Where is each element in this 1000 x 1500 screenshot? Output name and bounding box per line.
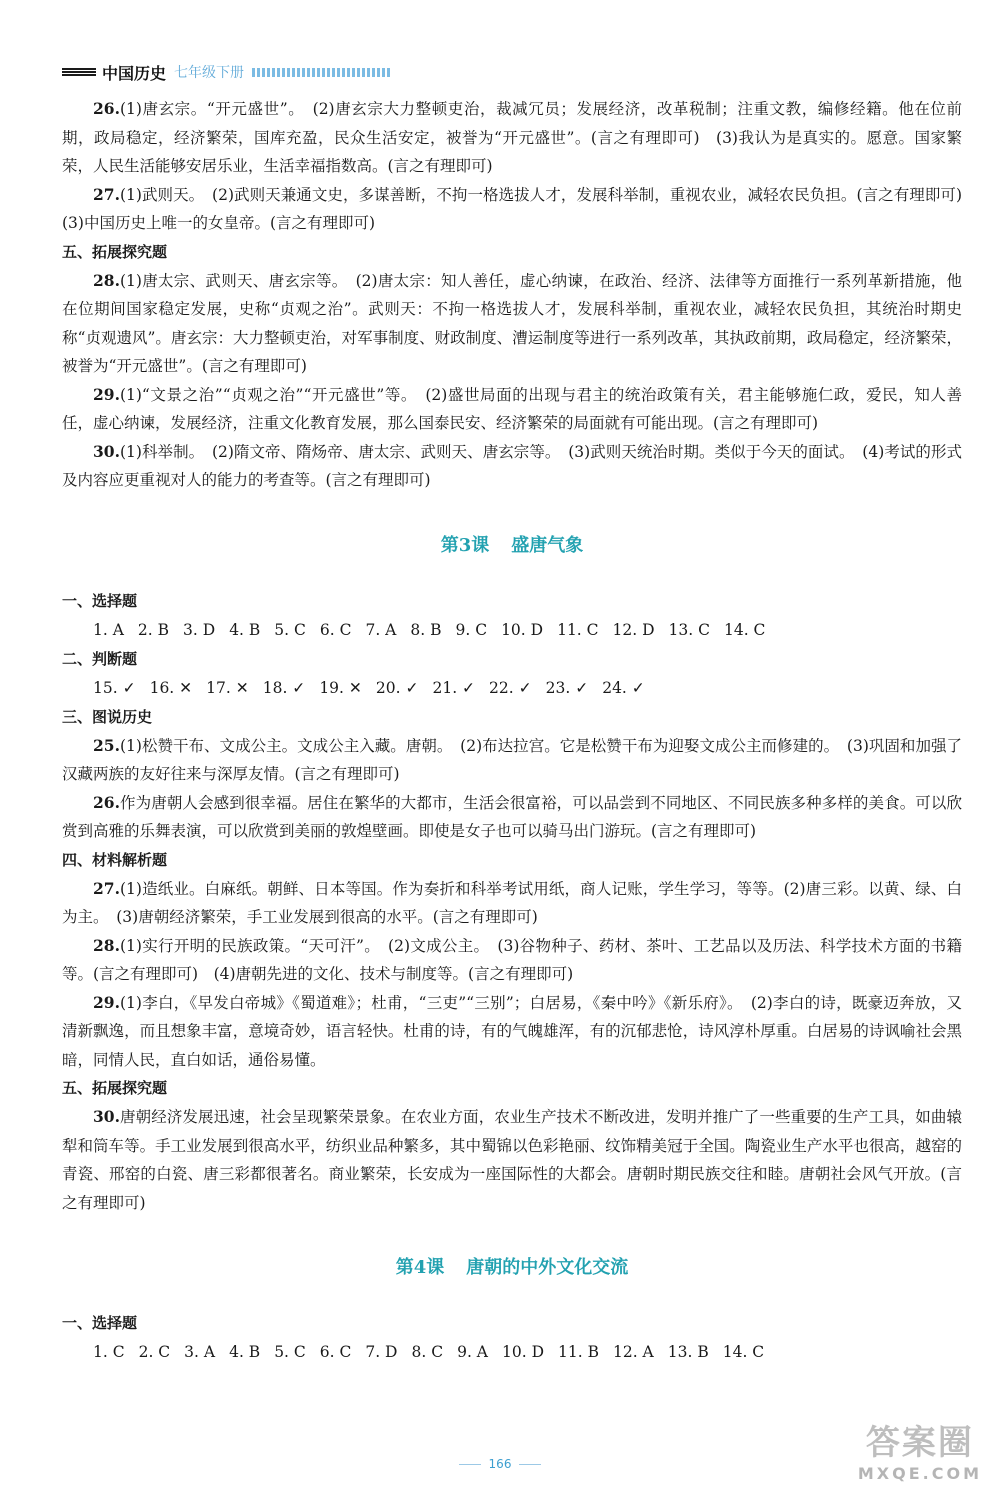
page-number: 166	[451, 1457, 550, 1471]
answer-number: 28.	[93, 935, 120, 955]
choice-answer: 12. A	[612, 1343, 654, 1361]
watermark	[858, 1415, 982, 1483]
section-heading: 一、选择题	[62, 1314, 138, 1332]
choice-answer: 14. C	[722, 1343, 765, 1361]
section-heading: 三、图说历史	[62, 707, 153, 726]
choice-answer: 8. B	[410, 620, 442, 639]
choice-answer: 4. B	[229, 1343, 261, 1361]
answer-number: 30.	[93, 1107, 120, 1126]
choice-answer: 9. A	[457, 1343, 488, 1361]
answer-number: 26.	[93, 792, 120, 812]
answer-number: 26.	[93, 99, 120, 118]
choice-answer: 1. C	[93, 1343, 125, 1361]
answer-text: 唐朝经济发展迅速，社会呈现繁荣景象。在农业方面，农业生产技术不断改进，发明并推广了一些重要的生产工具，如曲辕犁和筒车等。手工业发展到很高水平，纺织业品种繁多，其中蜀锦以色彩艳丽、纹饰精美冠于全国。陶瓷业生产水平也很高，越窑的青瓷、邢窑的白瓷、唐三彩都很著名。商业繁荣，长安成为一座国际性的大都会。唐朝时期民族交往和睦。唐朝社会风气开放。(言之有理即可)	[62, 1108, 962, 1212]
section-heading: 二、判断题	[62, 649, 138, 668]
answer-paragraph	[62, 1103, 962, 1217]
answer-paragraph	[62, 381, 962, 438]
choice-answer: 6. C	[319, 620, 352, 639]
header-bar-icon	[62, 68, 96, 77]
answer-paragraph	[62, 181, 978, 238]
answer-paragraph	[62, 789, 962, 846]
judge-answer: 17. ✕	[206, 678, 249, 697]
choice-answer: 7. A	[365, 620, 397, 639]
watermark-url: MXQE.COM	[857, 1464, 982, 1483]
choice-answer: 7. D	[365, 1343, 398, 1361]
answer-text: (1)实行开明的民族政策。“天可汗”。 (2)文成公主。 (3)谷物种子、药材、茶叶、工艺品以及历法、科学技术方面的书籍等。(言之有理即可) (4)唐朝先进的文化、技术与制度等。(言之有理即可)	[62, 936, 962, 983]
choice-answer: 13. C	[668, 620, 710, 639]
choice-answer: 11. C	[557, 620, 599, 639]
answer-number: 25.	[93, 735, 120, 755]
answer-number: 29.	[93, 384, 120, 404]
choice-answer: 5. C	[274, 620, 306, 639]
lesson-number: 第3课	[440, 534, 490, 556]
answer-text: (1)唐太宗、武则天、唐玄宗等。 (2)唐太宗：知人善任，虚心纳谏，在政治、经济、法律等方面推行一系列革新措施，他在位期间国家稳定发展，史称“贞观之治”。武则天：不拘一格选拔人才，发展科举制，重视农业，减轻农民负担，其统治时期史称“贞观遗风”。唐玄宗：大力整顿吏治，对军事制度、财政制度、漕运制度等进行一系列改革，其执政前期，政局稳定，经济繁荣，被誉为“开元盛世”。(言之有理即可)	[62, 271, 962, 375]
choice-answer: 2. B	[137, 620, 170, 639]
choice-answer: 10. D	[501, 620, 544, 639]
answer-number: 28.	[93, 270, 120, 290]
judge-answers	[62, 674, 962, 703]
answer-text: (1)松赞干布、文成公主。文成公主入藏。唐朝。 (2)布达拉宫。它是松赞干布为迎娶文成公主而修建的。 (3)巩固和加强了汉藏两族的友好往来与深厚友情。(言之有理即可)	[62, 736, 962, 783]
header-subject: 中国历史	[102, 63, 167, 83]
judge-answer: 21. ✓	[432, 678, 476, 697]
answer-text: (1)李白，《早发白帝城》《蜀道难》；杜甫，“三吏”“三别”；白居易，《秦中吟》《新乐府》。 (2)李白的诗，既豪迈奔放，又清新飘逸，而且想象丰富，意境奇妙，语言轻快。杜甫的诗，有的气魄雄浑，有的沉郁悲怆，诗风淳朴厚重。白居易的诗讽喻社会黑暗，同情人民，直白如话，通俗易懂。	[62, 993, 962, 1069]
watermark-logo: 答案圈	[865, 1423, 974, 1463]
page-footer	[0, 1453, 1000, 1472]
answer-paragraph	[62, 732, 962, 789]
answer-text: (1)“文景之治”“贞观之治”“开元盛世”等。 (2)盛世局面的出现与君主的统治政策有关，君主能够施仁政，爱民，知人善任，虚心纳谏，发展经济，注重文化教育发展，那么国泰民安、经济繁荣的局面就有可能出现。(言之有理即可)	[62, 385, 962, 432]
answer-text: 作为唐朝人会感到很幸福。居住在繁华的大都市，生活会很富裕，可以品尝到不同地区、不同民族多种多样的美食。可以欣赏到高雅的乐舞表演，可以欣赏到美丽的敦煌壁画。即使是女子也可以骑马出门游玩。(言之有理即可)	[62, 793, 962, 840]
choice-answer: 3. A	[184, 1343, 216, 1361]
choice-answer: 9. C	[455, 620, 488, 639]
judge-answer: 16. ✕	[149, 678, 193, 697]
header-grade: 七年级下册	[174, 65, 245, 81]
section-heading: 五、拓展探究题	[62, 1079, 168, 1097]
choice-answer: 13. B	[667, 1343, 709, 1361]
section-heading: 一、选择题	[62, 591, 138, 610]
choice-answer: 8. C	[411, 1343, 444, 1361]
answer-paragraph	[62, 989, 962, 1075]
answer-text: (1)唐玄宗。“开元盛世”。 (2)唐玄宗大力整顿吏治，裁减冗员；发展经济，改革税制；注重文教，编修经籍。他在位前期，政局稳定，经济繁荣，国库充盈，民众生活安定，被誉为“开元盛世”。(言之有理即可) (3)我认为是真实的。愿意。国家繁荣，人民生活能够安居乐业，生活幸福指数高。(言之有理即可)	[62, 100, 962, 175]
lesson-number: 第4课	[395, 1257, 445, 1278]
answer-text: (1)造纸业。白麻纸。朝鲜、日本等国。作为奏折和科举考试用纸，商人记账，学生学习，等等。(2)唐三彩。以黄、绿、白为主。 (3)唐朝经济繁荣，手工业发展到很高的水平。(言之有理即可)	[62, 879, 962, 926]
choice-answer: 2. C	[138, 1343, 171, 1361]
choice-answer: 11. B	[558, 1343, 599, 1361]
choice-answer: 10. D	[502, 1343, 545, 1361]
page-header	[62, 60, 392, 84]
answer-paragraph	[62, 438, 962, 495]
answer-content	[62, 95, 978, 1367]
choice-answer: 4. B	[229, 620, 261, 639]
lesson-name: 盛唐气象	[511, 534, 584, 556]
judge-answer: 24. ✓	[602, 678, 645, 697]
choice-answers	[62, 616, 962, 645]
choice-answer: 6. C	[319, 1343, 352, 1361]
answer-number: 27.	[93, 878, 120, 898]
section-heading: 四、材料解析题	[62, 850, 168, 869]
lesson-name: 唐朝的中外文化交流	[466, 1257, 629, 1278]
judge-answer: 22. ✓	[489, 678, 532, 697]
answer-paragraph	[62, 267, 962, 381]
answer-paragraph	[62, 932, 962, 989]
choice-answer: 3. D	[183, 620, 216, 639]
judge-answer: 18. ✓	[262, 678, 306, 697]
choice-answer: 14. C	[723, 620, 766, 639]
header-stripe	[252, 68, 392, 77]
judge-answer: 20. ✓	[375, 678, 419, 697]
answer-number: 27.	[93, 184, 120, 204]
answer-text: (1)科举制。 (2)隋文帝、隋炀帝、唐太宗、武则天、唐玄宗等。 (3)武则天统治时期。类似于今天的面试。 (4)考试的形式及内容应更重视对人的能力的考查等。(言之有理即可)	[62, 442, 962, 489]
choice-answer: 5. C	[274, 1343, 306, 1361]
choice-answer: 1. A	[93, 620, 124, 639]
section-heading: 五、拓展探究题	[62, 242, 168, 261]
judge-answer: 15. ✓	[93, 678, 136, 697]
answer-number: 30.	[93, 441, 120, 461]
answer-text: (1)武则天。 (2)武则天兼通文史，多谋善断，不拘一格选拔人才，发展科举制，重视农业，减轻农民负担。(言之有理即可) (3)中国历史上唯一的女皇帝。(言之有理即可)	[62, 185, 978, 232]
answer-number: 29.	[93, 992, 120, 1012]
lesson-title	[62, 531, 962, 557]
answer-paragraph	[62, 95, 962, 181]
lesson-title	[62, 1253, 962, 1279]
choice-answers	[62, 1338, 962, 1367]
answer-paragraph	[62, 875, 962, 932]
judge-answer: 23. ✓	[545, 678, 589, 697]
judge-answer: 19. ✕	[319, 678, 362, 697]
choice-answer: 12. D	[612, 620, 655, 639]
